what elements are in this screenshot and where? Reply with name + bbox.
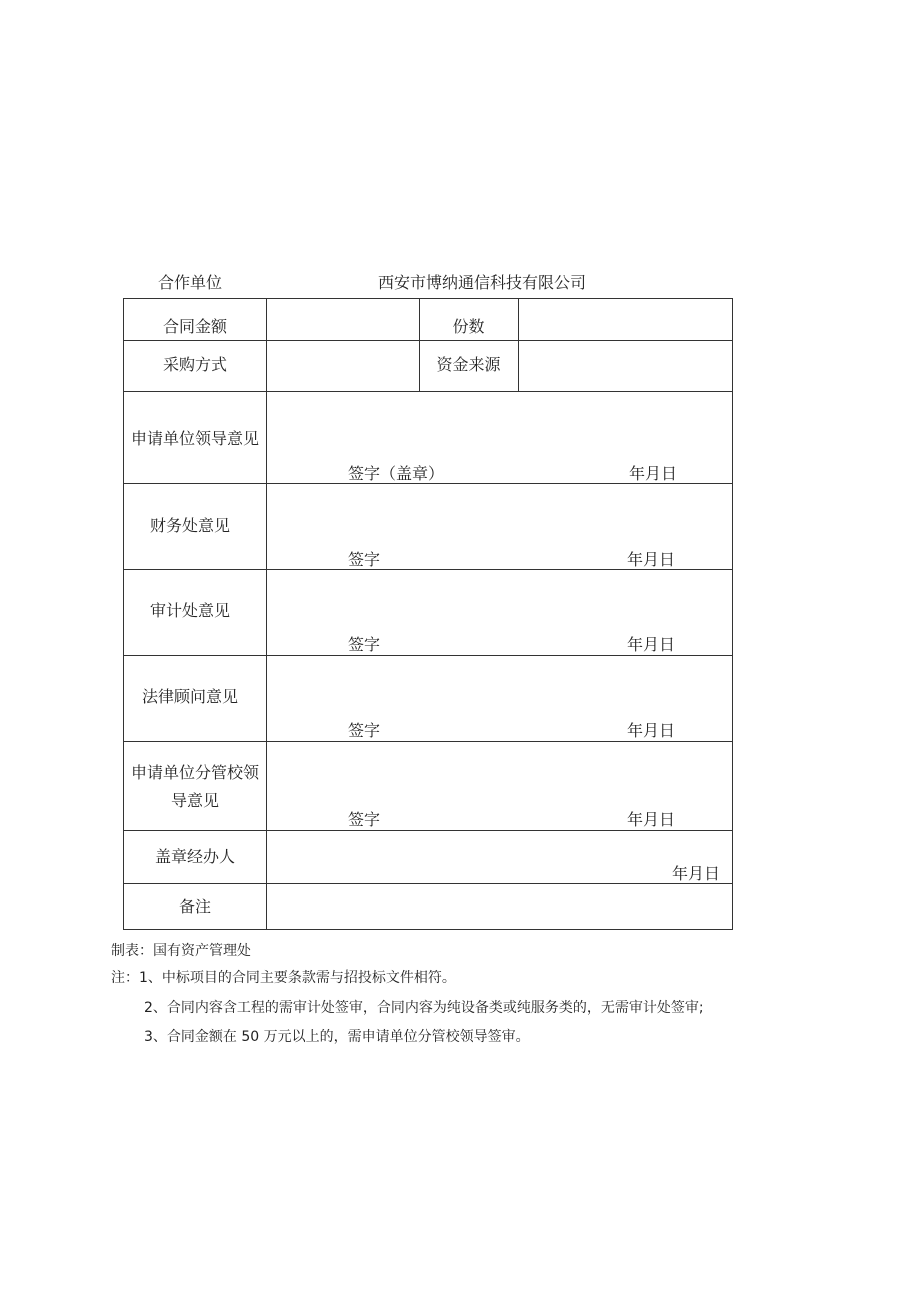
column-divider: [266, 299, 267, 930]
stamp-handler-label: 盖章经办人: [154, 847, 235, 866]
signature-text: 签字: [348, 810, 381, 829]
note-1: 注：1、中标项目的合同主要条款需与招投标文件相符。: [111, 970, 456, 986]
column-divider: [518, 299, 519, 391]
form-maker-text: 制表：国有资产管理处: [111, 943, 251, 959]
note-3: 3、合同金额在 50 万元以上的，需申请单位分管校领导签审。: [144, 1029, 530, 1045]
date-text: 年月日: [629, 464, 678, 483]
unit-label: 合作单位: [158, 273, 223, 292]
date-text: 年月日: [627, 810, 676, 829]
row-divider: [124, 655, 732, 656]
row-divider: [124, 741, 732, 742]
method-label: 采购方式: [162, 355, 227, 374]
row-divider: [124, 391, 732, 392]
approval-form-table: [123, 298, 733, 930]
remarks-label: 备注: [178, 897, 211, 916]
funding-label: 资金来源: [436, 355, 501, 374]
applicant-leader-opinion-label: 申请单位领导意见: [130, 429, 259, 448]
date-text: 年月日: [672, 864, 721, 883]
signature-text: 签字: [348, 635, 381, 654]
date-text: 年月日: [627, 721, 676, 740]
legal-counsel-opinion-label: 法律顾问意见: [141, 687, 238, 706]
date-text: 年月日: [627, 635, 676, 654]
signature-text: 签字: [348, 550, 381, 569]
signature-stamp-text: 签字（盖章）: [348, 464, 445, 483]
date-text: 年月日: [627, 550, 676, 569]
row-divider: [124, 830, 732, 831]
note-2: 2、合同内容含工程的需审计处签审，合同内容为纯设备类或纯服务类的，无需审计处签审;: [144, 1000, 704, 1016]
unit-value: 西安市博纳通信科技有限公司: [378, 273, 587, 292]
signature-text: 签字: [348, 721, 381, 740]
amount-label: 合同金额: [162, 317, 227, 336]
supervising-leader-opinion-label-line1: 申请单位分管校领: [130, 763, 259, 782]
supervising-leader-opinion-label-line2: 导意见: [170, 791, 219, 810]
audit-opinion-label: 审计处意见: [149, 601, 230, 620]
finance-opinion-label: 财务处意见: [149, 516, 230, 535]
row-divider: [124, 883, 732, 884]
copies-label: 份数: [452, 317, 485, 336]
